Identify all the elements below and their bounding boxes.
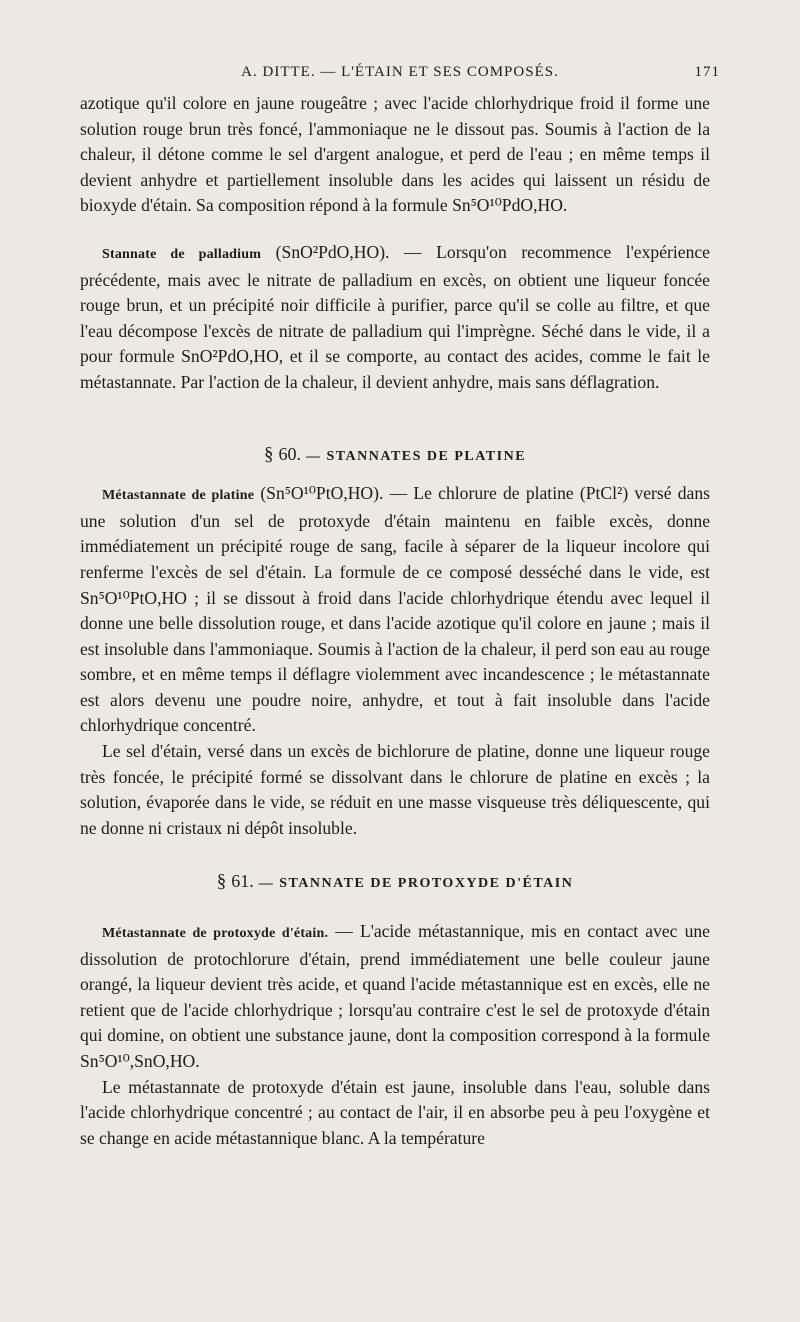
paragraph-final: Le métastannate de protoxyde d'étain est jaune, insoluble dans l'eau, soluble dans l'acide chlorhydrique concentré ; au contact de l'air, il en absorbe peu à peu l'oxygène et se change en acide métastannique blanc. A la température (80, 1076, 710, 1148)
section-title: — STANNATE DE PROTOXYDE D'ÉTAIN (258, 876, 574, 892)
paragraph-text: — L'acide métastannique, mis en contact avec une dissolution de protochlorure d'étain, prend immédiatement une belle couleur jaune orangé, la liqueur devient très acide, et quand l'acide métastannique est en excès, elle ne retient que de l'acide chlorhydrique ; lorsqu'au contraire c'est le sel de protoxyde d'étain qui domine, on obtient une substance jaune, dont la composition correspond à la formule Sn⁵O¹⁰,SnO,HO. (80, 921, 710, 1071)
page-body (80, 91, 710, 1151)
section-heading-60 (80, 442, 710, 470)
section-symbol: § (216, 871, 227, 893)
paragraph-lead: Métastannate de platine (102, 488, 255, 504)
page-number: 171 (694, 64, 720, 80)
paragraph-lead: Stannate de palladium (102, 246, 262, 262)
paragraph-sel-etain: Le sel d'étain, versé dans un excès de bichlorure de platine, donne une liqueur rouge très foncée, le précipité formé se dissolvant dans le chlorure de platine en excès ; la solution, évaporée dans le vide, se réduit en une masse visqueuse très déliquescente, qui ne donne ni cristaux ni dépôt insoluble. (80, 741, 710, 838)
paragraph-text: (Sn⁵O¹⁰PtO,HO). — Le chlorure de platine (PtCl²) versé dans une solution d'un sel de protoxyde d'étain maintenu en faible excès, donne immédiatement un précipité rouge de sang, facile à séparer de la liqueur incolore qui renferme l'excès de sel d'étain. La formule de ce composé desséché dans le vide, est Sn⁵O¹⁰PtO,HO ; il se dissout à froid dans l'acide chlorhydrique étendu avec lequel il donne une belle dissolution rouge, et dans l'acide azotique qu'il colore en jaune ; mais il est insoluble dans l'ammoniaque. Soumis à l'action de la chaleur, il perd son eau au rouge sombre, et en même temps il déflagre violemment avec incandescence ; le métastannate est alors devenu une poudre noire, anhydre, et tout à fait insoluble dans l'acide chlorhydrique concentré. (80, 483, 710, 736)
paragraph-lead: Métastannate de protoxyde d'étain. (102, 926, 329, 942)
section-number: 60. (278, 443, 301, 464)
paragraph-text: (SnO²PdO,HO). — Lorsqu'on recommence l'expérience précédente, mais avec le nitrate de palladium en excès, on obtient une liqueur foncée rouge brun, et un précipité noir difficile à purifier, parce qu'il se colle au filtre, et que l'eau décompose l'excès de nitrate de palladium qui l'imprègne. Séché dans le vide, il a pour formule SnO²PdO,HO, et il se comporte, au contact des acides, comme le fait le métastannate. Par l'action de la chaleur, il devient anhydre, mais sans déflagration. (80, 241, 710, 392)
paragraph-continuation: azotique qu'il colore en jaune rougeâtre ; avec l'acide chlorhydrique froid il forme une solution rouge brun très foncé, l'ammoniaque ne le dissout pas. Soumis à l'action de la chaleur, il détone comme le sel d'argent analogue, et perd de l'eau ; en même temps il devient anhydre et partiellement insoluble dans les acides qui laissent un résidu de bioxyde d'étain. Sa composition répond à la formule Sn⁵O¹⁰PdO,HO. (80, 93, 710, 216)
paragraph-metastannate-platine (80, 481, 710, 739)
paragraph-metastannate-protoxyde (80, 919, 710, 1075)
section-heading-61 (80, 869, 710, 897)
running-title: A. DITTE. — L'ÉTAIN ET SES COMPOSÉS. (241, 64, 559, 80)
running-header (80, 64, 720, 81)
paragraph-stannate-palladium (80, 240, 710, 396)
section-number: 61. (231, 871, 254, 892)
section-title: — STANNATES DE PLATINE (305, 448, 527, 464)
section-symbol: § (263, 443, 274, 465)
